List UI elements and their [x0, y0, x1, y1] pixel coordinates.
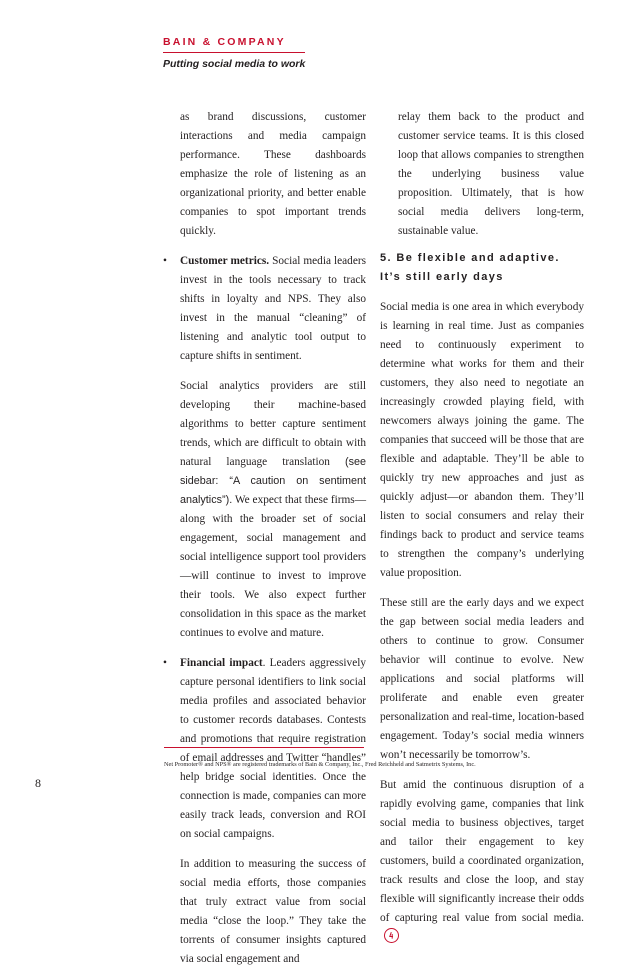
- left-paragraph-1: as brand discussions, customer interactions and media campaign performance. These dashboards emphasize the role of listening as an organizational priority, and better enable companies to spot important trends quickly.: [180, 111, 366, 237]
- bullet-dot: •: [163, 255, 167, 267]
- bullet-customer-metrics: [163, 252, 366, 366]
- section-heading: 5. Be flexible and adaptive. It’s still early days: [380, 252, 560, 283]
- right-paragraph-1: relay them back to the product and customer service teams. It is this closed loop that allows companies to strengthen the underlying business value proposition. Ultimately, that is how social media delivers long-term, sustainable value.: [398, 111, 584, 237]
- paragraph-text: But amid the continuous disruption of a rapidly evolving game, companies that link social media to business objectives, target and tailor their engagement to key customers, build a coordinated organization, track results and close the loop, and stay flexible will significantly increase their odds of capturing real value from social media.: [380, 779, 584, 924]
- bullet-lead: Financial impact: [180, 657, 263, 669]
- left-paragraph-3: In addition to measuring the success of social media efforts, those companies that truly extract value from social media “close the loop.” They take the torrents of consumer insights captured via social engagement and: [180, 858, 366, 965]
- bullet-dot: •: [163, 657, 167, 669]
- bullet-financial-impact: [163, 654, 366, 844]
- page-number: 8: [35, 776, 41, 790]
- brand-name: BAIN & COMPANY: [163, 36, 286, 48]
- bullet-lead: Customer metrics.: [180, 255, 270, 267]
- footnote-divider: [164, 747, 364, 748]
- header-divider: [163, 52, 305, 53]
- bullet-text: Social media leaders invest in the tools necessary to track shifts in loyalty and NPS. They also invest in the manual “cleaning” of listening and analytic tool output to capture shifts in sentiment.: [180, 255, 366, 362]
- left-paragraph-2: [180, 377, 366, 643]
- footnote: Net Promoter® and NPS® are registered trademarks of Bain & Company, Inc., Fred Reichheld and Satmetrix Systems, Inc.: [164, 761, 476, 768]
- right-paragraph-2: Social media is one area in which everybody is learning in real time. Just as companies need to continuously experiment to determine what works for them and their customers, they also need to negotiate an increasingly crowded playing field, with newcomers always joining the game. The companies that succeed will be those that are flexible and adaptable. They’ll be able to quickly try new approaches and just as quickly adjust—or abandon them. They’ll listen to social consumers and relay their findings back to product and service teams to strengthen the company’s underlying value proposition.: [380, 301, 584, 579]
- paragraph-text: Social analytics providers are still developing their machine-based algorithms to better capture sentiment trends, which are difficult to obtain with natural language translation: [180, 380, 366, 468]
- bullet-text: . Leaders aggressively capture personal identifiers to link social media profiles and associated behavior to customer records databases. Contests and promotions that require registration of email addresses and Twitter “handles” help bridge social identities. Once the connection is made, companies can more easily track leads, conversion and ROI on social campaigns.: [180, 657, 366, 840]
- paragraph-text: We expect that these firms—along with the broader set of social engagement, social management and social intelligence support tool providers—will continue to invest to improve their tools. We also expect further consolidation in this space as the market continues to evolve and mature.: [180, 494, 366, 639]
- right-paragraph-3: These still are the early days and we expect the gap between social media leaders and others to continue to grow. Consumer behavior will continue to evolve. New applications and social platforms will proliferate and enable even greater personalization and real-time, location-based engagement. Today’s social media winners won’t necessarily be tomorrow’s.: [380, 597, 584, 761]
- document-title: Putting social media to work: [163, 58, 306, 70]
- sidebar-reference: (see sidebar: “A caution on sentiment analytics”).: [180, 456, 366, 506]
- right-paragraph-4: [380, 776, 584, 947]
- end-marker-icon: [384, 928, 399, 943]
- right-column: [380, 108, 584, 947]
- left-column: [163, 108, 366, 969]
